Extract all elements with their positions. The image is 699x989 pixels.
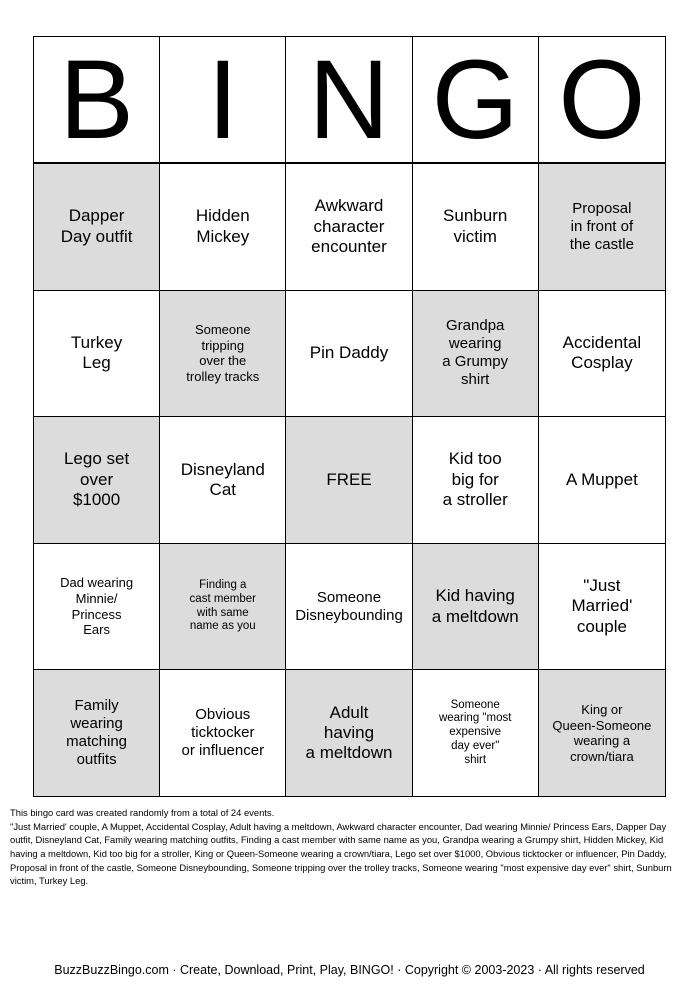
bingo-cell: Someone Disneybounding (286, 543, 412, 670)
header-letter-n: N (286, 37, 412, 162)
header-letter-b: B (34, 37, 160, 162)
bingo-cell: King or Queen-Someone wearing a crown/tiara (539, 669, 665, 796)
header-letter-o: O (558, 36, 646, 162)
card-info-events: "Just Married' couple, A Muppet, Accidental Cosplay, Adult having a meltdown, Awkward character encounter, Dad wearing Minnie/ Princess Ears, Dapper Day outfit, Disneyland Cat, Family wearing matching outfits, Finding a cast member with same name as you, Grandpa wearing a Grumpy shirt, Hidden Mickey, Kid having a meltdown, Kid too big for a stroller, King or Queen-Someone wearing a crown/tiara, Lego set over $1000, Obvious ticktocker or influencer, Pin Daddy, Proposal in front of the castle, Someone Disneybounding, Someone tripping over the trolley tracks, Someone wearing "most expensive day ever" shirt, Sunburn victim, Turkey Leg. (10, 820, 672, 887)
bingo-cell: Kid having a meltdown (413, 543, 539, 670)
bingo-cell: Sunburn victim (413, 163, 539, 290)
bingo-cell: Obvious ticktocker or influencer (160, 669, 286, 796)
bingo-cell: Someone wearing "most expensive day ever" shirt (413, 669, 539, 796)
card-info (10, 806, 690, 888)
bingo-cell: Dad wearing Minnie/ Princess Ears (34, 543, 160, 670)
bingo-cell: Lego set over $1000 (34, 416, 160, 543)
card-info-summary: This bingo card was created randomly from a total of 24 events. (10, 807, 275, 818)
bingo-grid (33, 162, 666, 797)
bingo-cell: Proposal in front of the castle (539, 163, 665, 290)
site-footer: BuzzBuzzBingo.com · Create, Download, Print, Play, BINGO! · Copyright © 2003-2023 · All rights reserved (54, 963, 645, 977)
bingo-cell: Awkward character encounter (286, 163, 412, 290)
bingo-cell: Dapper Day outfit (34, 163, 160, 290)
bingo-cell: Hidden Mickey (160, 163, 286, 290)
bingo-cell: Someone tripping over the trolley tracks (160, 290, 286, 417)
bingo-cell: Grandpa wearing a Grumpy shirt (413, 290, 539, 417)
bingo-cell: Accidental Cosplay (539, 290, 665, 417)
free-cell: FREE (286, 416, 412, 543)
bingo-cell: A Muppet (539, 416, 665, 543)
bingo-cell: Finding a cast member with same name as you (160, 543, 286, 670)
bingo-header (33, 36, 666, 162)
header-letter-g: G (413, 37, 539, 162)
bingo-card (33, 36, 666, 797)
bingo-cell: Pin Daddy (286, 290, 412, 417)
bingo-cell: Turkey Leg (34, 290, 160, 417)
bingo-cell: Disneyland Cat (160, 416, 286, 543)
bingo-cell: Family wearing matching outfits (34, 669, 160, 796)
bingo-cell: Kid too big for a stroller (413, 416, 539, 543)
bingo-cell: "Just Married' couple (539, 543, 665, 670)
bingo-cell: Adult having a meltdown (286, 669, 412, 796)
header-letter-i: I (160, 37, 286, 162)
